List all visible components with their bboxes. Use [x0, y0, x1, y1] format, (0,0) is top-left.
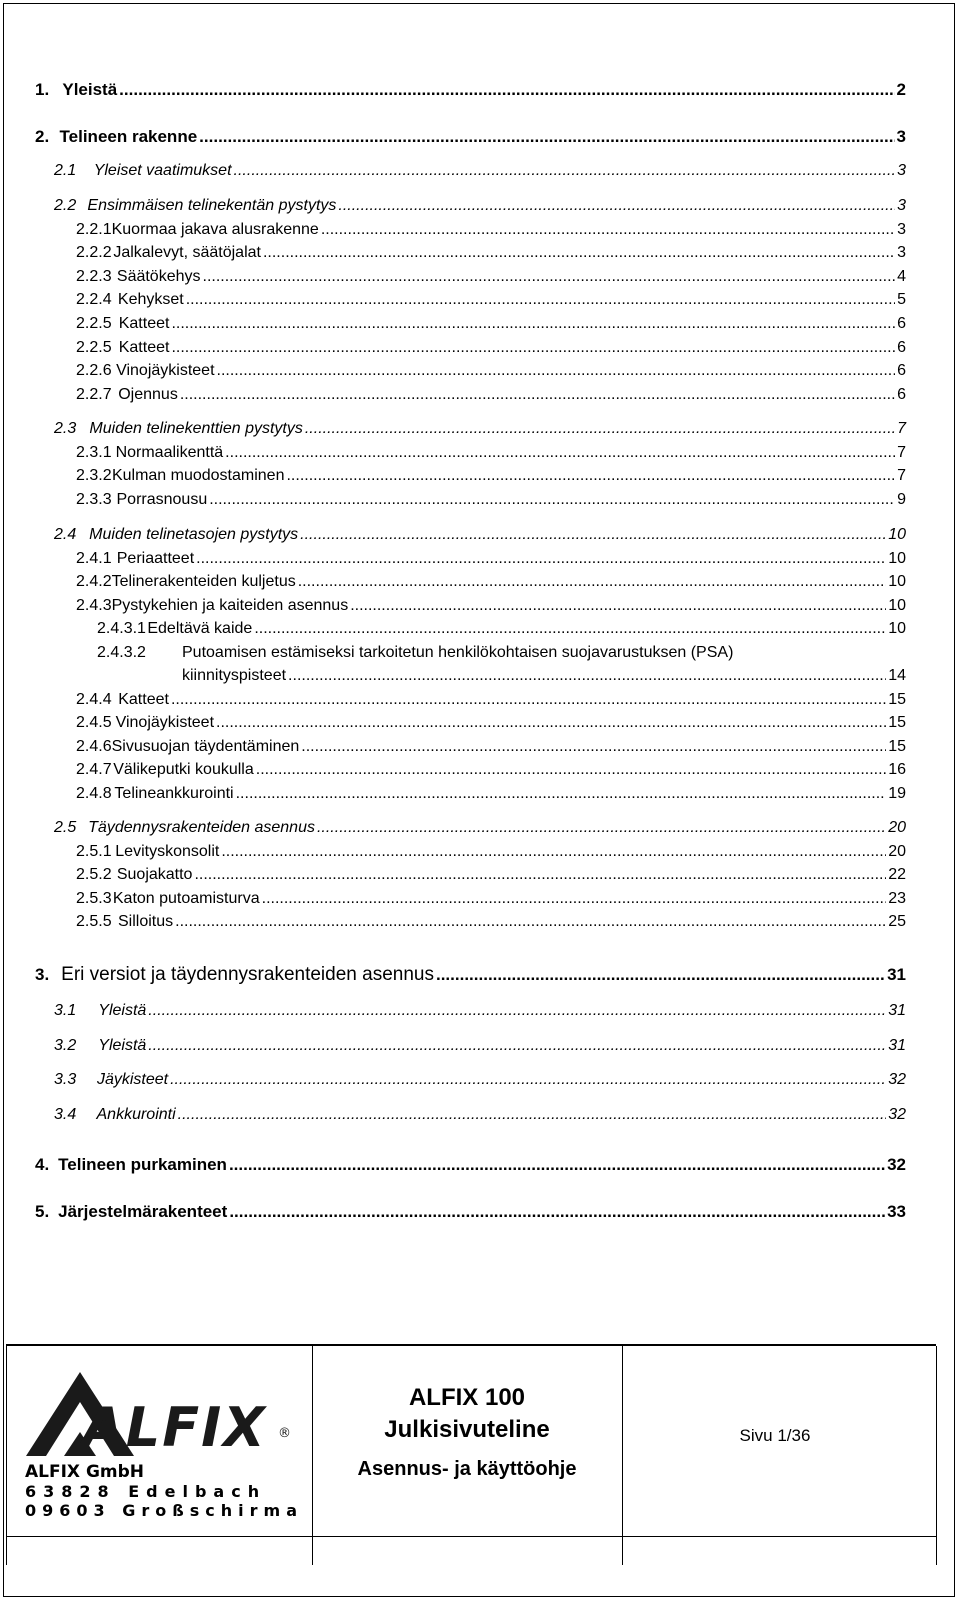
toc-entry-2-2-3[interactable]: 2.2.3 Säätökehys ..... 4 — [76, 268, 906, 286]
toc-entry-2-2-2[interactable]: 2.2.2 Jalkalevyt, säätöjalat ..... 3 — [76, 244, 906, 262]
toc-entry-2-4-6[interactable]: 2.4.6 Sivusuojan täydentäminen ..... 15 — [76, 738, 906, 756]
toc-entry-2-2-5[interactable]: 2.2.5 Katteet ..... 6 — [76, 315, 906, 333]
address-line-1: 63828 Edelbach — [25, 1482, 267, 1501]
footer-divider-2 — [622, 1346, 623, 1565]
toc-entry-2-2-7[interactable]: 2.2.7 Ojennus ..... 6 — [76, 386, 906, 404]
toc-entry-2-2-4[interactable]: 2.2.4 Kehykset ..... 5 — [76, 291, 906, 309]
toc-entry-2-5-2[interactable]: 2.5.2 Suojakatto ..... 22 — [76, 866, 906, 884]
registered-mark: ® — [278, 1426, 291, 1441]
toc-entry-2-4-2[interactable]: 2.4.2 Telinerakenteiden kuljetus ..... 10 — [76, 573, 906, 591]
company-name: ALFIX GmbH — [25, 1462, 145, 1482]
footer-left-rule — [6, 1346, 7, 1565]
toc-entry-2-3-2[interactable]: 2.3.2 Kulman muodostaminen ..... 7 — [76, 467, 906, 485]
toc-entry-3-4[interactable]: 3.4 Ankkurointi ..... 32 — [54, 1106, 906, 1124]
toc-entry-2-3-3[interactable]: 2.3.3 Porrasnousu ..... 9 — [76, 491, 906, 509]
toc-entry-2-4-7[interactable]: 2.4.7 Välikeputki koukulla ..... 16 — [76, 761, 906, 779]
product-name: ALFIX 100 — [408, 1384, 526, 1411]
toc-entry-2-4-3[interactable]: 2.4.3 Pystykehien ja kaiteiden asennus ..... 10 — [76, 597, 906, 615]
toc-entry-2-1[interactable]: 2.1 Yleiset vaatimukset ..... 3 — [54, 162, 906, 180]
alfix-logo-text: ALFIX — [82, 1396, 267, 1459]
toc-entry-2[interactable]: 2. Telineen rakenne ..... 3 — [35, 127, 906, 147]
address-line-2: 09603 Großschirma — [25, 1501, 303, 1520]
product-type: Julkisivuteline — [384, 1416, 550, 1443]
footer-right-rule — [936, 1346, 937, 1565]
toc-entry-2-2[interactable]: 2.2 Ensimmäisen telinekentän pystytys ..... 3 — [54, 197, 906, 215]
toc-entry-2-2-5-b[interactable]: 2.2.5 Katteet ..... 6 — [76, 339, 906, 357]
toc-entry-2-3-1[interactable]: 2.3.1 Normaalikenttä ..... 7 — [76, 444, 906, 462]
toc-entry-3-3[interactable]: 3.3 Jäykisteet ..... 32 — [54, 1071, 906, 1089]
toc-entry-3-2[interactable]: 3.2 Yleistä ..... 31 — [54, 1037, 906, 1055]
toc-entry-2-4-3-1[interactable]: 2.4.3.1 Edeltävä kaide ..... 10 — [97, 620, 906, 638]
toc-entry-1[interactable]: 1. Yleistä ..... 2 — [35, 80, 906, 100]
toc-entry-3[interactable]: 3. Eri versiot ja täydennysrakenteiden asennus ..... 31 — [35, 964, 906, 986]
toc-entry-2-5-1[interactable]: 2.5.1 Levityskonsolit ..... 20 — [76, 843, 906, 861]
footer-divider-1 — [312, 1346, 313, 1565]
toc-entry-4[interactable]: 4. Telineen purkaminen ..... 32 — [35, 1155, 906, 1175]
toc-entry-2-4-5[interactable]: 2.4.5 Vinojäykisteet ..... 15 — [76, 714, 906, 732]
toc-entry-2-2-1[interactable]: 2.2.1 Kuormaa jakava alusrakenne ..... 3 — [76, 221, 906, 239]
toc-entry-2-4-4[interactable]: 2.4.4 Katteet ..... 15 — [76, 691, 906, 709]
toc-entry-2-4-1[interactable]: 2.4.1 Periaatteet ..... 10 — [76, 550, 906, 568]
toc-entry-3-1[interactable]: 3.1 Yleistä ..... 31 — [54, 1002, 906, 1020]
page-number: Sivu 1/36 — [739, 1426, 811, 1445]
alfix-logo — [24, 1372, 296, 1459]
toc-entry-2-4-8[interactable]: 2.4.8 Telineankkurointi ..... 19 — [76, 785, 906, 803]
toc-entry-2-5[interactable]: 2.5 Täydennysrakenteiden asennus ..... 20 — [54, 819, 906, 837]
footer-bottom-rule — [6, 1536, 936, 1537]
document-type: Asennus- ja käyttöohje — [357, 1458, 577, 1480]
toc-entry-2-3[interactable]: 2.3 Muiden telinekenttien pystytys ..... 7 — [54, 420, 906, 438]
toc-entry-2-4-3-2[interactable]: 2.4.3.2 Putoamisen estämiseksi tarkoitetun henkilökohtaisen suojavarustuksen (PSA) — [97, 644, 734, 661]
toc-entry-2-4[interactable]: 2.4 Muiden telinetasojen pystytys ..... 10 — [54, 526, 906, 544]
toc-entry-2-5-3[interactable]: 2.5.3 Katon putoamisturva ..... 23 — [76, 890, 906, 908]
footer-top-rule — [6, 1344, 936, 1346]
toc-entry-5[interactable]: 5. Järjestelmärakenteet ..... 33 — [35, 1202, 906, 1222]
toc-entry-2-5-5[interactable]: 2.5.5 Silloitus ..... 25 — [76, 913, 906, 931]
toc-entry-2-4-3-2-cont[interactable]: kiinnityspisteet ..... 14 — [182, 667, 906, 685]
toc-entry-2-2-6[interactable]: 2.2.6 Vinojäykisteet ..... 6 — [76, 362, 906, 380]
